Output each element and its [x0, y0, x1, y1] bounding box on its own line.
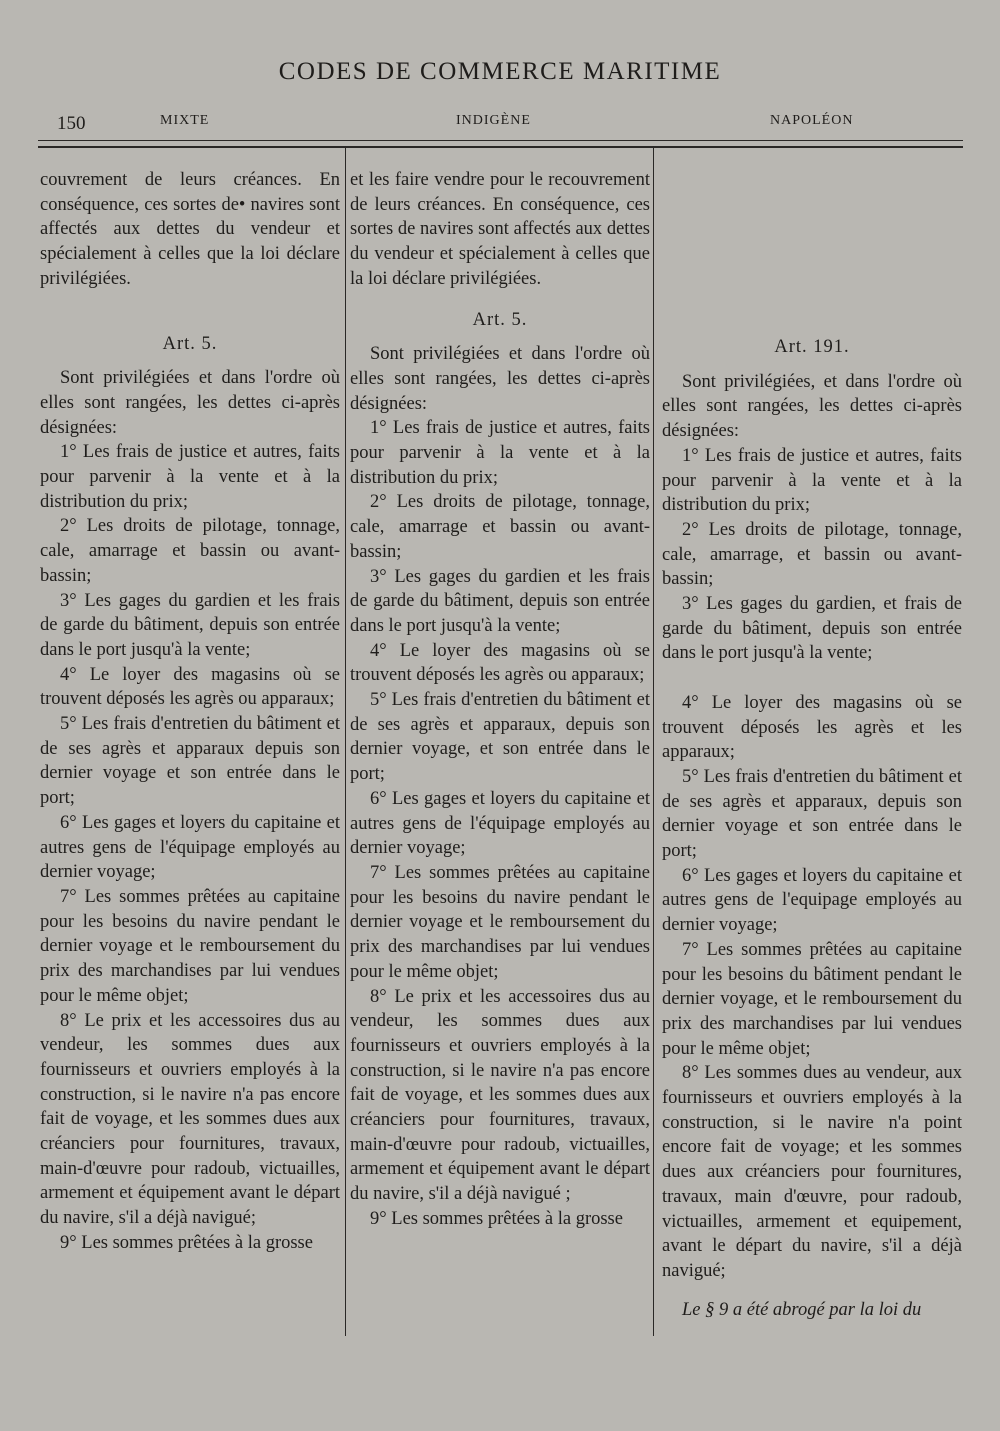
paragraph: 7° Les sommes prêtées au capitaine pour les besoins du navire pendant le dernier voyage et le remboursement du prix des marchandises par lui vendues pour le même objet;: [40, 886, 340, 1006]
paragraph: 5° Les frais d'entretien du bâtiment et de ses agrès et apparaux, depuis son dernier voyage et son entrée dans le port;: [662, 766, 962, 862]
paragraph: 7° Les sommes prêtées au capitaine pour les besoins du bâtiment pendant le dernier voyage, et le remboursement du prix des marchandises par lui vendues pour le même objet;: [662, 939, 962, 1059]
paragraph: 5° Les frais d'entretien du bâtiment et de ses agrès et apparaux, depuis son dernier voyage, et son entrée dans le port;: [350, 690, 650, 785]
column-separator-2: [653, 146, 654, 1336]
intro-text: et les faire vendre pour le recouvrement de leurs créances. En conséquence, ces sortes de navires sont affectés aux dettes du vendeur et spécialement à celles que la loi déclare privilégiées.: [350, 170, 650, 289]
paragraph: 9° Les sommes prêtées à la grosse: [370, 1208, 623, 1229]
paragraph: 3° Les gages du gardien et les frais de garde du bâtiment, depuis son entrée dans le port jusqu'à la vente;: [40, 590, 340, 660]
paragraph: 3° Les gages du gardien et les frais de garde du bâtiment, depuis son entrée dans le port jusqu'à la vente;: [350, 566, 650, 636]
paragraph: 4° Le loyer des magasins où se trouvent déposés les agrès ou apparaux;: [40, 664, 340, 710]
paragraph: 4° Le loyer des magasins où se trouvent déposés les agrès et les apparaux;: [662, 692, 962, 763]
page-title: CODES DE COMMERCE MARITIME: [278, 58, 722, 85]
paragraph: 9° Les sommes prêtées à la grosse: [60, 1232, 313, 1253]
paragraph: 2° Les droits de pilotage, tonnage, cale, amarrage, et bassin ou avant-bassin;: [662, 519, 962, 590]
article-heading: Art. 5.: [162, 333, 218, 354]
paragraph: 5° Les frais d'entretien du bâtiment et de ses agrès et apparaux depuis son dernier voyage et son entrée dans le port;: [40, 714, 340, 809]
header-rule-top: [38, 140, 963, 141]
column-heading-mixte: MIXTE: [160, 113, 210, 128]
column-heading-indigene: INDIGÈNE: [456, 113, 531, 128]
article-heading: Art. 191.: [774, 337, 850, 357]
paragraph: 2° Les droits de pilotage, tonnage, cale, amarrage et bassin ou avant-bassin;: [350, 492, 650, 562]
column-napoleon: [662, 335, 962, 1322]
paragraph: 6° Les gages et loyers du capitaine et autres gens de l'équipage employés au dernier voyage;: [40, 812, 340, 883]
paragraph: 6° Les gages et loyers du capitaine et autres gens de l'equipage employés au dernier voyage;: [662, 865, 962, 936]
paragraph: Sont privilégiées et dans l'ordre où elles sont rangées, les dettes ci-après désignées:: [40, 368, 340, 438]
paragraph: 1° Les frais de justice et autres, faits pour parvenir à la vente et à la distribution du prix;: [662, 445, 962, 516]
paragraph: 1° Les frais de justice et autres, faits pour parvenir à la vente et à la distribution du prix;: [350, 418, 650, 488]
column-indigene: [350, 168, 650, 1232]
article-heading: Art. 5.: [472, 309, 528, 330]
paragraph: 6° Les gages et loyers du capitaine et autres gens de l'équipage employés au dernier voyage;: [350, 788, 650, 859]
column-separator-1: [345, 146, 346, 1336]
column-mixte: [40, 168, 340, 1256]
column-heading-napoleon: NAPOLÉON: [770, 113, 854, 128]
paragraph: 4° Le loyer des magasins où se trouvent déposés les agrès ou apparaux;: [350, 640, 650, 686]
intro-text: couvrement de leurs créances. En conséquence, ces sortes de• navires sont affectés aux dettes du vendeur et spécialement à celles que la loi déclare privilégiées.: [40, 170, 340, 289]
paragraph: 2° Les droits de pilotage, tonnage, cale, amarrage et bassin ou avant-bassin;: [40, 516, 340, 586]
paragraph: Sont privilégiées et dans l'ordre où elles sont rangées, les dettes ci-après désignées:: [350, 344, 650, 414]
page-number: 150: [57, 113, 86, 134]
paragraph: 1° Les frais de justice et autres, faits pour parvenir à la vente et à la distribution du prix;: [40, 442, 340, 512]
paragraph: 8° Les sommes dues au vendeur, aux fournisseurs et ouvriers employés à la construction, si le navire n'a point encore fait de voyage; et les sommes dues aux créanciers pour fournitures, travaux, main d'œuvre, pour radoub, victuailles, armement et equipement, avant le départ du navire, s'il a déjà navigué;: [662, 1063, 962, 1281]
paragraph: 8° Le prix et les accessoires dus au vendeur, les sommes dues aux fournisseurs et ouvriers employés à la construction, si le navire n'a pas encore fait de voyage, et les sommes dues aux créanciers pour fournitures, travaux, main-d'œuvre pour radoub, victuailles, armement et équipement avant le départ du navire, s'il a déjà navigué;: [40, 1010, 340, 1229]
paragraph: 3° Les gages du gardien, et frais de garde du bâtiment, depuis son entrée dans le port jusqu'à la vente;: [662, 594, 962, 664]
abrogation-note: Le § 9 a été abrogé par la loi du: [682, 1299, 922, 1320]
paragraph: 8° Le prix et les accessoires dus au vendeur, les sommes dues aux fournisseurs et ouvriers employés à la construction, si le navire n'a pas encore fait de voyage, et les sommes dues aux créanciers pour fournitures, travaux, main-d'œuvre pour radoub, victuailles, armement et équipement avant le départ du navire, s'il a déjà navigué ;: [350, 986, 650, 1205]
header-rule-bottom: [38, 146, 963, 148]
paragraph: Sont privilégiées, et dans l'ordre où elles sont rangées, les dettes ci-après désignées:: [662, 371, 962, 442]
paragraph: 7° Les sommes prêtées au capitaine pour les besoins du navire pendant le dernier voyage et le remboursement du prix des marchandises par lui vendues pour le même objet;: [350, 862, 650, 982]
